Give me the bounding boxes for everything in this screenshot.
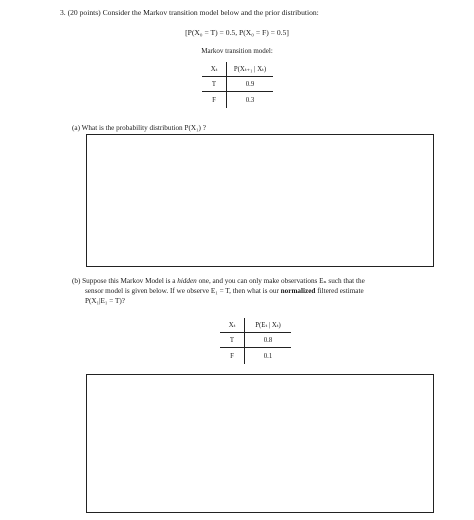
table-row xyxy=(220,333,291,348)
part-b-line-1: (b) Suppose this Markov Model is a hidden one, and you can only make observations Eₙ such that the xyxy=(72,277,365,285)
table-header-row xyxy=(202,62,273,77)
transition-table xyxy=(202,62,273,108)
state-cell: F xyxy=(202,92,227,109)
table-row xyxy=(220,348,291,365)
table-row xyxy=(202,92,273,109)
part-b-question xyxy=(72,276,365,306)
column-header-state: Xₜ xyxy=(202,62,227,77)
hidden-emphasis: hidden xyxy=(177,277,197,285)
probability-cell: 0.8 xyxy=(245,333,292,348)
column-header-probability: P(Eₜ | Xₜ) xyxy=(245,318,292,333)
state-cell: T xyxy=(220,333,245,348)
state-cell: F xyxy=(220,348,245,365)
state-cell: T xyxy=(202,77,227,92)
probability-cell: 0.9 xyxy=(227,77,274,92)
question-header: 3. (20 points) Consider the Markov transition model below and the prior distribution: xyxy=(60,8,319,17)
probability-cell: 0.3 xyxy=(245,96,255,104)
part-a-answer-box[interactable] xyxy=(86,134,434,267)
column-header-probability: P(Xₜ₊₁ | Xₜ) xyxy=(227,62,274,77)
transition-table-title: Markov transition model: xyxy=(201,47,273,55)
column-header-state: Xₜ xyxy=(220,318,245,333)
part-b-answer-box[interactable] xyxy=(86,374,434,513)
table-row xyxy=(202,77,273,92)
part-b-line-2: sensor model is given below. If we observe E₁ = T, then what is our normalized filtered estimate xyxy=(85,287,364,295)
part-b-line-3: P(X₁|E₁ = T)? xyxy=(85,297,125,305)
table-header-row xyxy=(220,318,291,333)
part-a-question: (a) What is the probability distribution P(X₁) ? xyxy=(72,124,206,132)
normalized-emphasis: normalized xyxy=(280,287,316,295)
probability-cell: 0.1 xyxy=(263,352,273,360)
sensor-table xyxy=(220,318,291,364)
prior-distribution: [P(X₀ = T) = 0.5, P(X₀ = F) = 0.5] xyxy=(185,28,289,37)
